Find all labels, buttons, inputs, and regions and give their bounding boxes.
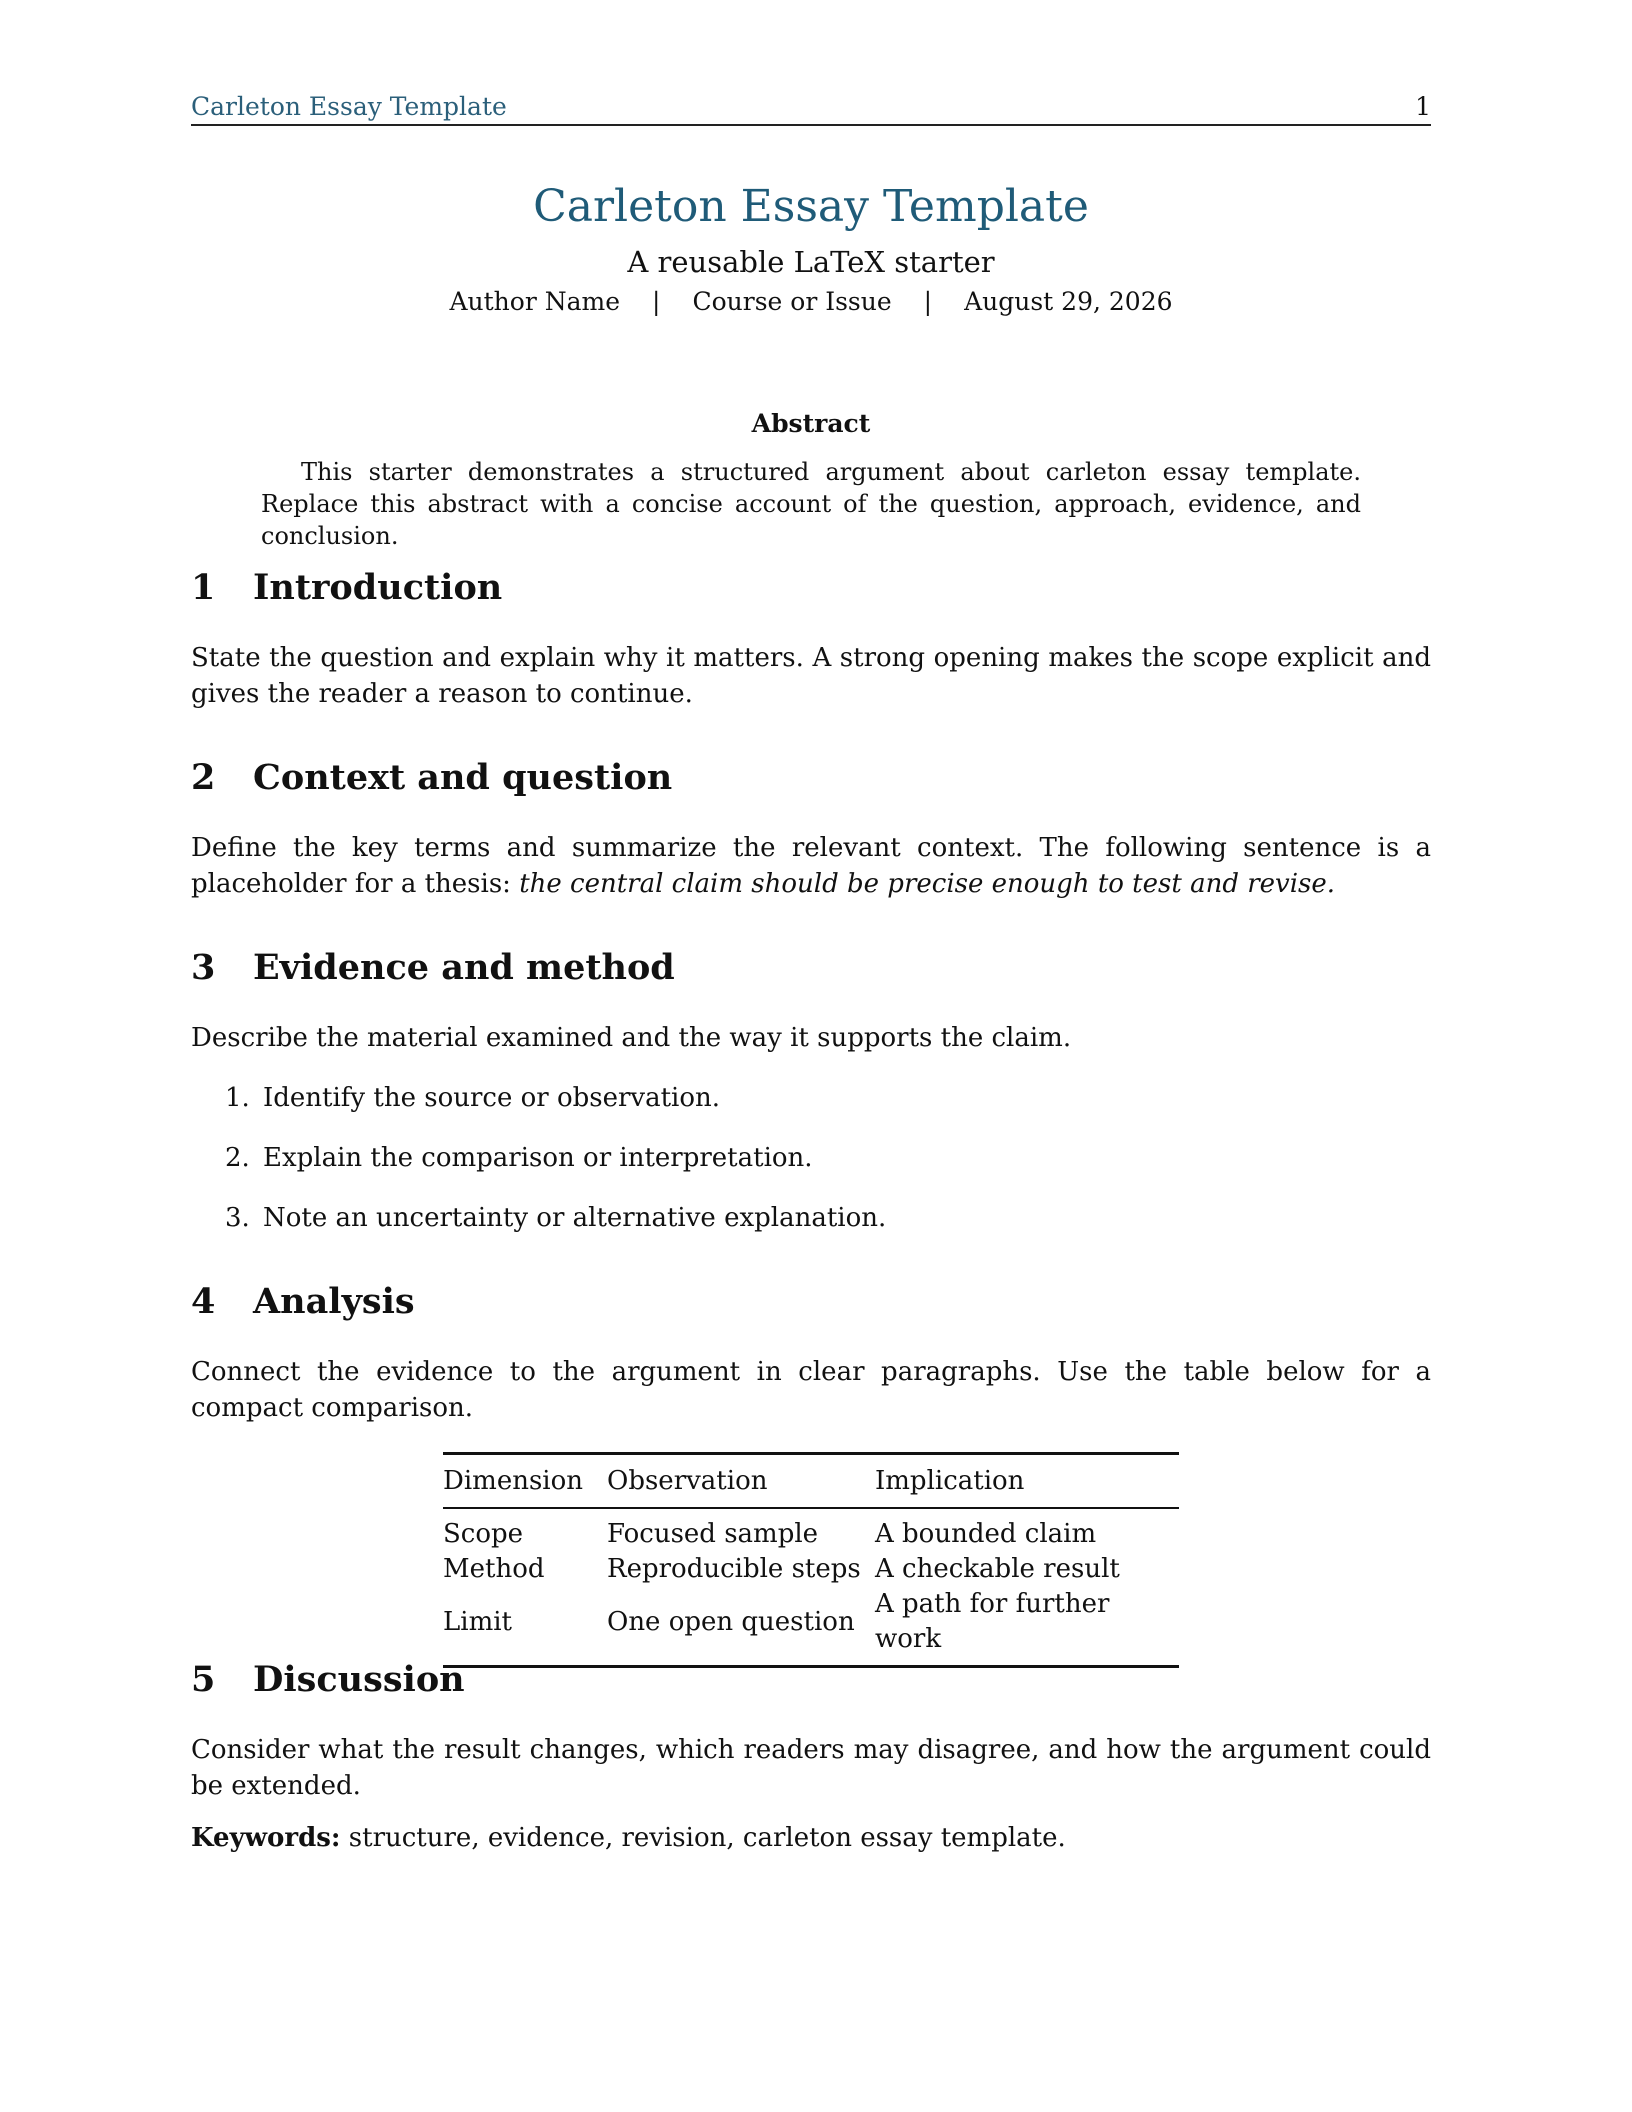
title-block: [191, 180, 1431, 318]
section-title: Context and question: [253, 757, 673, 798]
list-item: [191, 1140, 1431, 1176]
abstract-text: This starter demonstrates a structured argument about carleton essay template. Replace this abstract with a concise account of the question, approach, evidence, and conclusion.: [261, 458, 1361, 550]
table-header: Dimension: [443, 1466, 584, 1496]
document-title: Carleton Essay Template: [533, 181, 1089, 232]
section-heading: [191, 1658, 1431, 1702]
running-header: [191, 90, 1431, 126]
table-row: [443, 1587, 1179, 1667]
list-number: 1.: [225, 1083, 250, 1113]
section-number: 2: [191, 757, 216, 798]
table-cell: A path for further work: [875, 1589, 1110, 1654]
table-header-row: [443, 1454, 1179, 1509]
section-analysis: [191, 1280, 1431, 1426]
comparison-table: [443, 1452, 1179, 1668]
meta-separator: |: [923, 287, 933, 316]
list-item: [191, 1080, 1431, 1116]
list-text: Note an uncertainty or alternative explanation.: [263, 1203, 887, 1233]
abstract: [261, 408, 1361, 576]
keywords-line: [191, 1820, 1431, 1856]
course-name: Course or Issue: [692, 287, 892, 316]
list-number: 3.: [225, 1203, 250, 1233]
table-cell: One open question: [607, 1606, 855, 1637]
table-cell: Limit: [443, 1606, 512, 1637]
list-item: [191, 1200, 1431, 1236]
meta-separator: |: [652, 287, 661, 316]
abstract-heading: Abstract: [751, 409, 871, 438]
section-number: 1: [191, 567, 216, 608]
thesis-emphasis: the central claim should be precise enough to test and revise.: [519, 869, 1336, 899]
method-list: [191, 1080, 1431, 1236]
table-row: [443, 1508, 1179, 1552]
table-cell: Focused sample: [607, 1519, 819, 1549]
table-cell: Reproducible steps: [607, 1554, 861, 1584]
paragraph-text: Define the key terms and summarize the relevant context. The following sentence is a placeholder for a thesis:: [191, 833, 1431, 899]
section-paragraph: Connect the evidence to the argument in clear paragraphs. Use the table below for a compact comparison.: [191, 1357, 1431, 1423]
document-meta: [191, 286, 1431, 318]
section-number: 4: [191, 1281, 216, 1322]
section-heading: [191, 756, 1431, 800]
section-paragraph: [191, 830, 1431, 902]
table-row: [443, 1552, 1179, 1587]
table-cell: Method: [443, 1554, 545, 1584]
author-name: Author Name: [449, 287, 621, 316]
section-title: Discussion: [253, 1659, 465, 1700]
running-title: Carleton Essay Template: [191, 92, 507, 121]
list-text: Identify the source or observation.: [263, 1083, 721, 1113]
table-header: Implication: [875, 1466, 1025, 1496]
section-number: 3: [191, 947, 216, 988]
section-paragraph: Consider what the result changes, which readers may disagree, and how the argument could be extended.: [191, 1735, 1431, 1801]
table-cell: A bounded claim: [875, 1519, 1097, 1549]
table-cell: A checkable result: [875, 1554, 1120, 1584]
page-number: 1: [1415, 92, 1431, 121]
document-subtitle: A reusable LaTeX starter: [627, 245, 995, 279]
document-page: [191, 0, 1431, 2112]
table-header: Observation: [607, 1466, 768, 1496]
section-number: 5: [191, 1659, 216, 1700]
section-evidence: [191, 946, 1431, 1260]
section-discussion: [191, 1658, 1431, 1882]
section-title: Evidence and method: [253, 947, 675, 988]
section-paragraph: Describe the material examined and the way it supports the claim.: [191, 1023, 1072, 1053]
document-date: August 29, 2026: [964, 287, 1173, 316]
keywords-label: Keywords:: [191, 1823, 341, 1853]
list-number: 2.: [225, 1143, 250, 1173]
keywords-text: structure, evidence, revision, carleton essay template.: [348, 1823, 1066, 1853]
table-cell: Scope: [443, 1519, 524, 1549]
section-heading: [191, 566, 1431, 610]
section-heading: [191, 1280, 1431, 1324]
section-paragraph: State the question and explain why it matters. A strong opening makes the scope explicit and gives the reader a reason to continue.: [191, 643, 1431, 709]
section-title: Analysis: [253, 1281, 415, 1322]
section-context: [191, 756, 1431, 902]
section-heading: [191, 946, 1431, 990]
section-title: Introduction: [253, 567, 503, 608]
list-text: Explain the comparison or interpretation.: [263, 1143, 813, 1173]
section-introduction: [191, 566, 1431, 712]
